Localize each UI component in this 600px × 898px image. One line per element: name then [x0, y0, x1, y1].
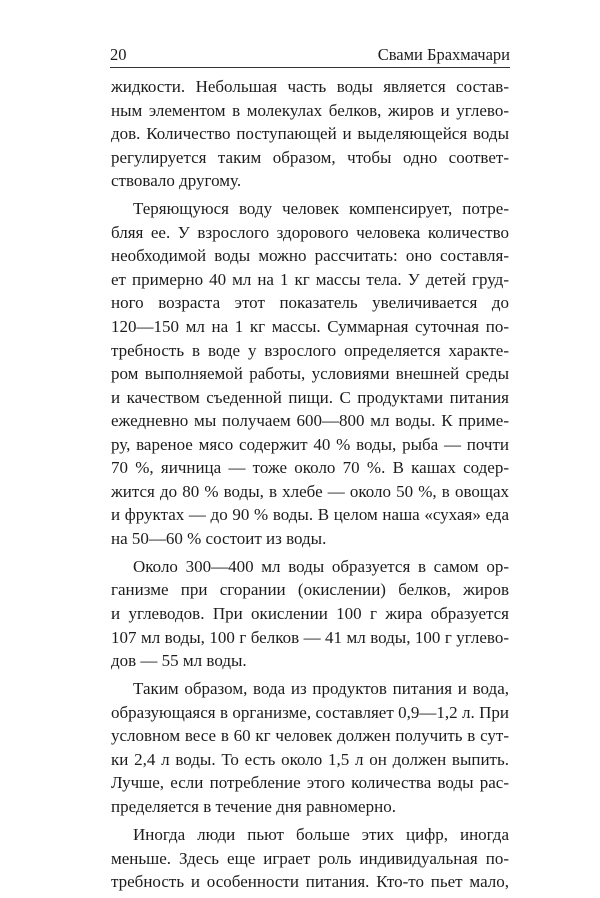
- text-line: на 50—60 % состоит из воды.: [111, 528, 327, 548]
- text-line: ным элементом в молекулах белков, жиров и углево-: [111, 100, 509, 120]
- text-line: и фруктах — до 90 % воды. В целом наша «сухая» еда: [111, 505, 509, 525]
- running-header: [110, 44, 510, 66]
- text-line: регулируется таким образом, чтобы одно соответ-: [111, 147, 509, 167]
- text-line: требность в воде у взрослого определяется характе-: [111, 340, 509, 360]
- text-line: 70 %, яичница — тоже около 70 %. В кашах содер-: [111, 458, 509, 478]
- text-line: ствовало другому.: [111, 171, 242, 191]
- paragraph-5: [111, 823, 509, 894]
- text-line: и углеводов. При окислении 100 г жира образуется: [111, 604, 509, 624]
- text-line: пределяется в течение дня равномерно.: [111, 796, 396, 816]
- text-line: образующаяся в организме, составляет 0,9—1,2 л. При: [111, 702, 509, 722]
- text-line: ет примерно 40 мл на 1 кг массы тела. У детей груд-: [111, 269, 509, 289]
- text-line: необходимой воды можно рассчитать: оно составля-: [111, 246, 509, 266]
- text-line: бляя ее. У взрослого здорового человека количество: [111, 222, 509, 242]
- text-line: ру, вареное мясо содержит 40 % воды, рыба — почти: [111, 434, 509, 454]
- text-line: Таким образом, вода из продуктов питания и вода,: [133, 679, 509, 699]
- text-line: Теряющуюся воду человек компенсирует, потре-: [133, 199, 509, 219]
- text-line: дов. Количество поступающей и выделяющейся воды: [111, 124, 509, 144]
- text-line: ежедневно мы получаем 600—800 мл воды. К приме-: [111, 411, 509, 431]
- page-number: 20: [110, 45, 127, 64]
- text-line: ганизме при сгорании (окислении) белков, жиров: [111, 580, 509, 600]
- text-line: 107 мл воды, 100 г белков — 41 мл воды, 100 г углево-: [111, 627, 509, 647]
- running-title: Свами Брахмачари: [377, 45, 510, 64]
- paragraph-3: [111, 555, 509, 673]
- paragraph-2: [111, 197, 509, 550]
- text-line: ного возраста этот показатель увеличивается до: [111, 293, 509, 313]
- text-line: жится до 80 % воды, в хлебе — около 50 %, в овощах: [111, 481, 509, 501]
- text-line: ром выполняемой работы, условиями внешней среды: [111, 364, 509, 384]
- text-line: условном весе в 60 кг человек должен получить в сут-: [111, 726, 509, 746]
- text-line: жидкости. Небольшая часть воды является состав-: [111, 77, 509, 96]
- text-line: и качеством съеденной пищи. С продуктами питания: [111, 387, 509, 407]
- text-line: 120—150 мл на 1 кг массы. Суммарная суточная по-: [111, 316, 509, 336]
- paragraph-4: [111, 677, 509, 818]
- text-line: Лучше, если потребление этого количества воды рас-: [111, 773, 509, 793]
- body-text: [111, 75, 509, 898]
- text-line: Иногда люди пьют больше этих цифр, иногда: [133, 824, 509, 844]
- text-line: дов — 55 мл воды.: [111, 651, 247, 671]
- header-rule: [110, 67, 510, 68]
- paragraph-1: [111, 75, 509, 193]
- text-line: меньше. Здесь еще играет роль индивидуальная по-: [111, 848, 509, 868]
- text-line: требность и особенности питания. Кто-то пьет мало,: [111, 872, 509, 892]
- text-line: Около 300—400 мл воды образуется в самом ор-: [133, 556, 509, 576]
- text-line: ки 2,4 л воды. То есть около 1,5 л он должен выпить.: [111, 749, 509, 769]
